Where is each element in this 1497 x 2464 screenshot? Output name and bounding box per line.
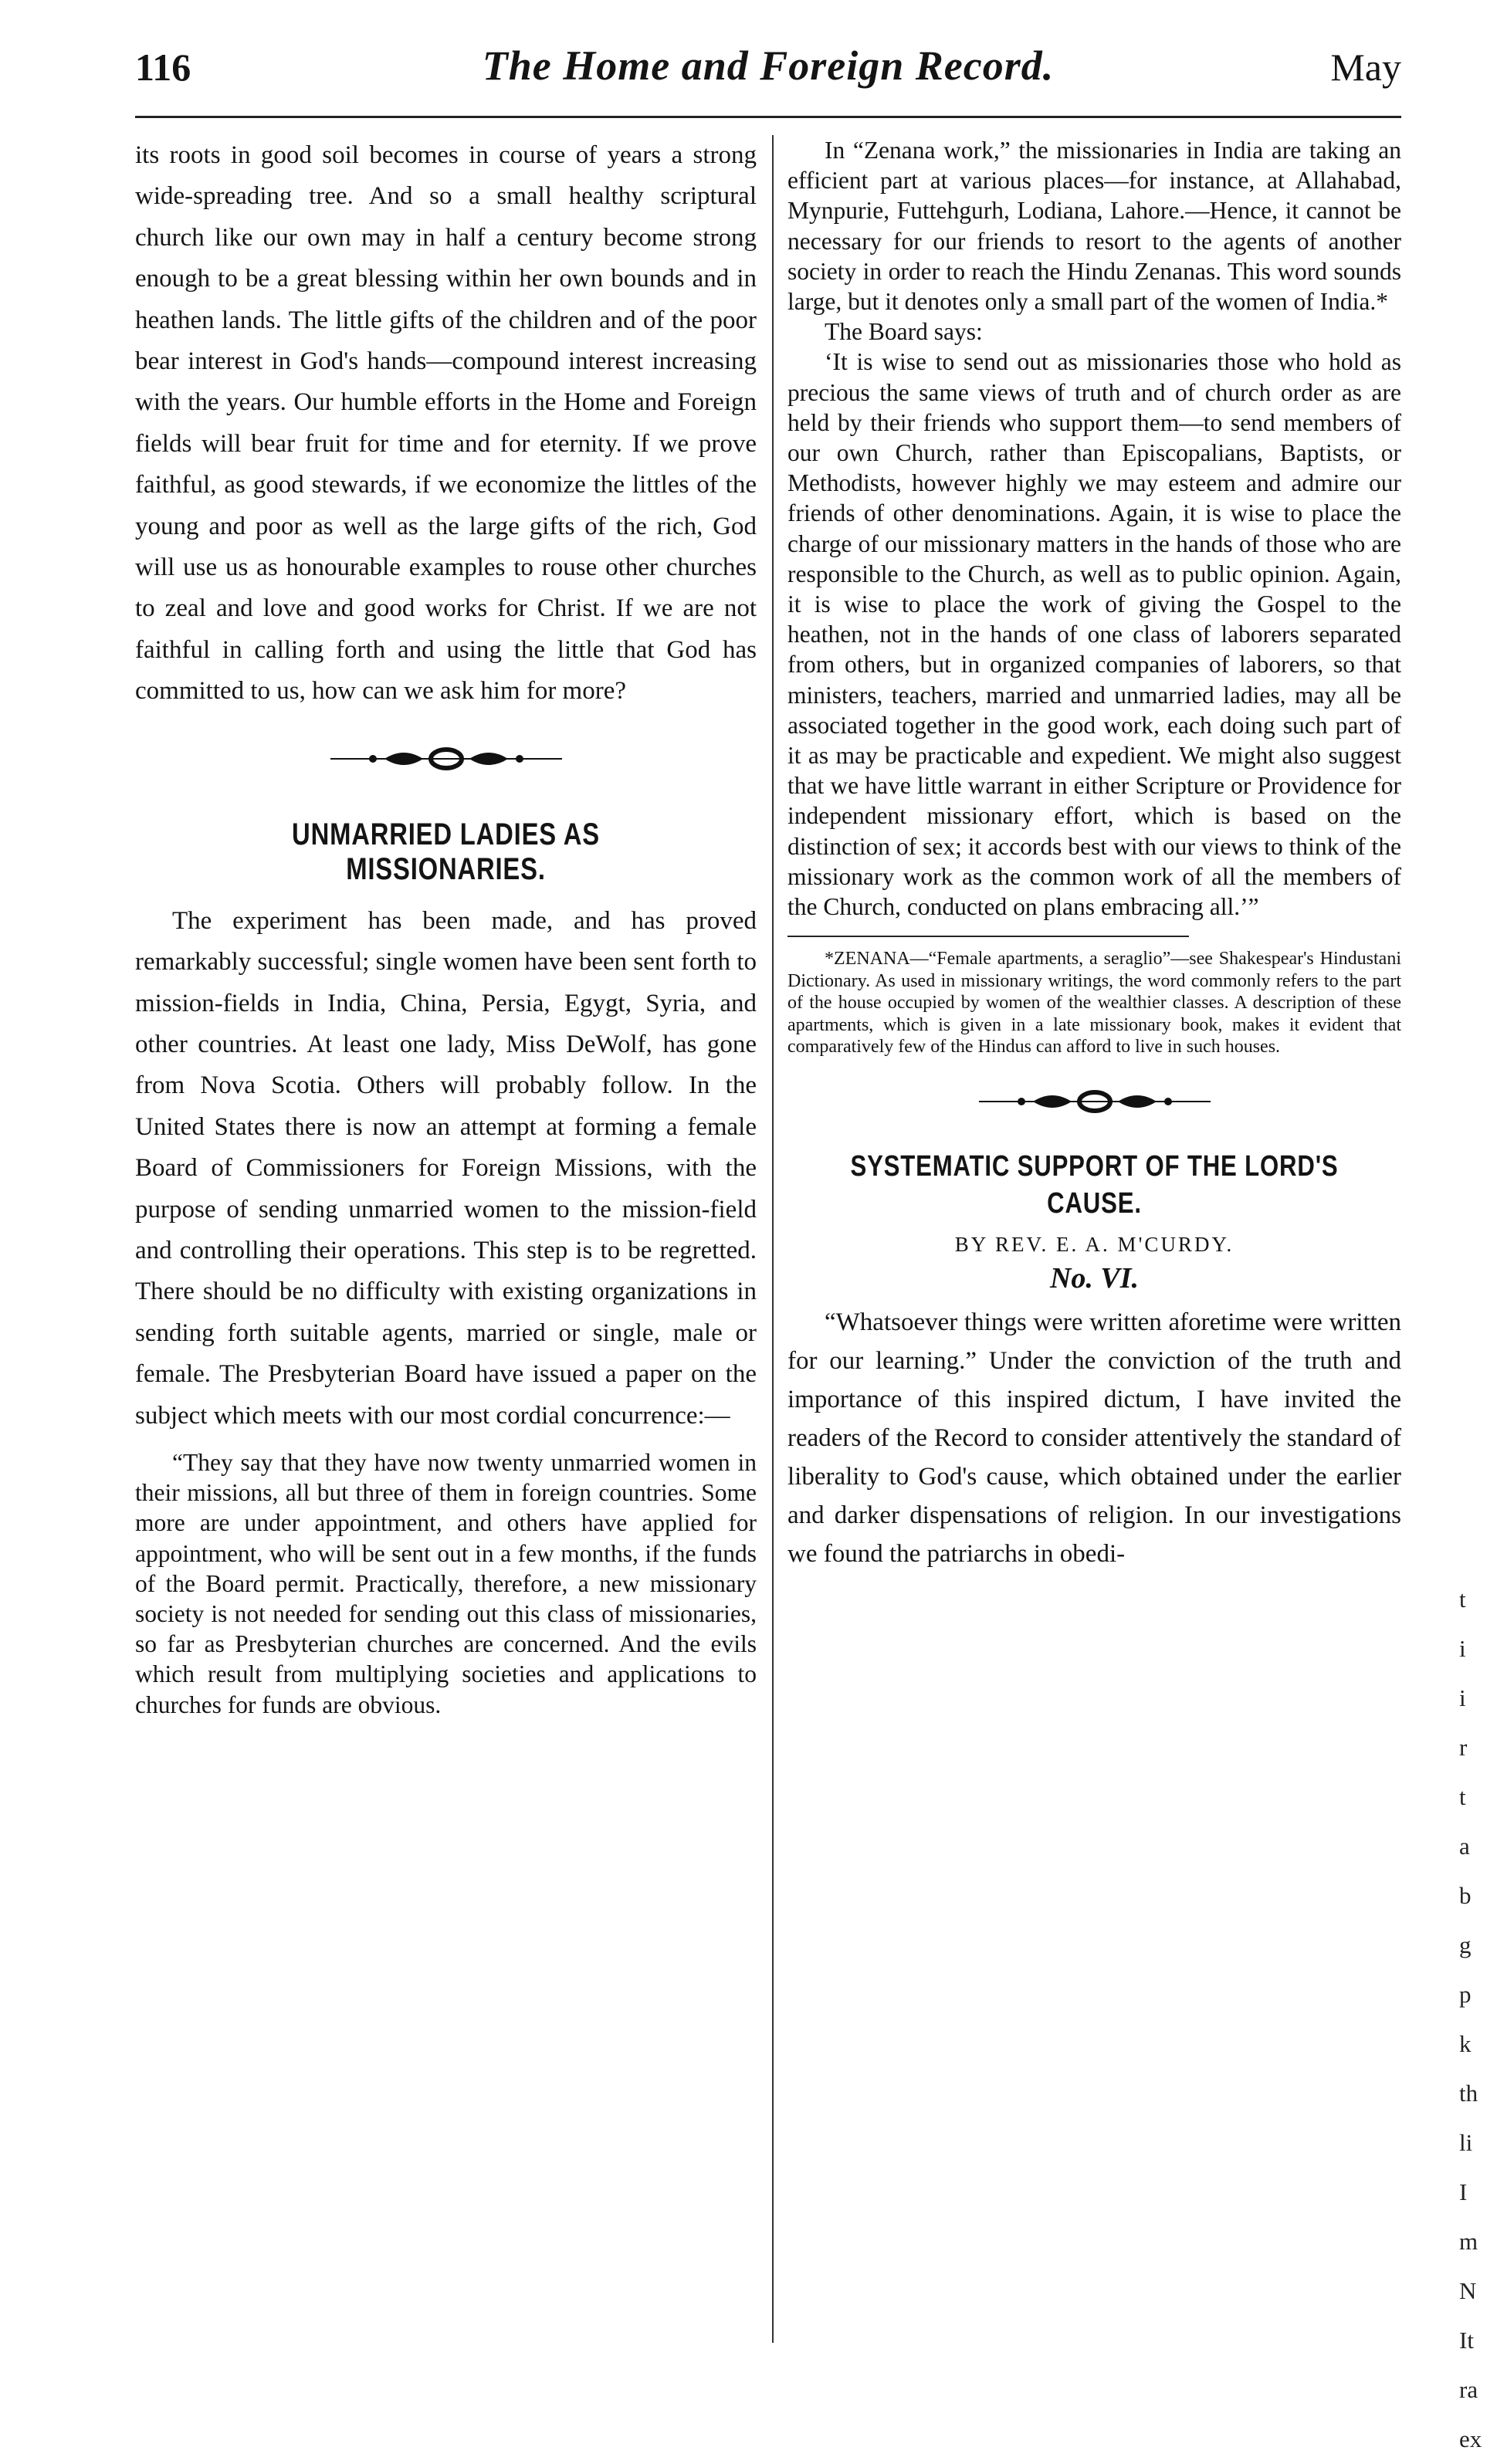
journal-title: The Home and Foreign Record. (482, 42, 1055, 89)
fragment: ra (1459, 2376, 1478, 2403)
ornament-divider-icon (979, 1086, 1211, 1117)
continued-paragraph: its roots in good soil becomes in course of years a strong wide-spreading tree. And so a small healthy scriptural church like our own may in half a century become strong enough to be a great blessing within her own bounds and in heathen lands. The little gifts of the children and of the poor bear interest in God's hands—compound interest increasing with the years. Our humble efforts in the Home and Foreign fields will bear fruit for time and for eternity. If we prove faithful, as good stewards, if we economize the littles of the young and poor as well as the large gifts of the rich, God will use us as honourable examples to rouse other churches to zeal and love and good works for Christ. If we are not faithful in calling forth and using the little that God has committed to us, how can we ask him for more? (135, 141, 757, 706)
header-rule (135, 116, 1401, 118)
right-column (787, 135, 1401, 1573)
fragment: b (1459, 1882, 1472, 1909)
section-paragraph-unmarried-ladies: The experiment has been made, and has proved remarkably successful; single women have been sent forth to mission-fields in India, China, Persia, Egygt, Syria, and other countries. At least one lady, Miss DeWolf, has gone from Nova Scotia. Others will probably follow. In the United States there is now an attempt at forming a female Board of Commissioners for Foreign Missions, with the purpose of sending unmarried women to the mission-field and controlling their operations. This step is to be regretted. There should be no difficulty with existing organizations in sending forth suitable agents, married or single, male or female. The Presbyterian Board have issued a paper on the subject which meets with our most cordial concurrence:— (135, 906, 757, 1430)
zenana-paragraph: In “Zenana work,” the missionaries in India are taking an efficient part at various places—for instance, at Allahabad, Mynpurie, Futtehgurh, Lodiana, Lahore.—Hence, it cannot be necessary for our friends to resort to the agents of another society in order to reach the Hindu Zenanas. This word sounds large, but it denotes only a small part of the women of India.* (787, 137, 1401, 316)
presbyterian-board-quote: “They say that they have now twenty unmarried women in their missions, all but three of them in foreign countries. Some more are under appointment, and others have applied for appointment, who will be sent out in a few months, if the funds of the Board permit. Practically, therefore, a new missionary society is not needed for sending out this class of missionaries, so far as Presbyterian churches are concerned. And the evils which result from multiplying societies and applications to churches for funds are obvious. (135, 1448, 757, 1718)
fragment: li (1459, 2129, 1473, 2156)
fragment: g (1459, 1931, 1472, 1958)
fragment: It (1459, 2327, 1474, 2354)
fragment: a (1459, 1833, 1470, 1860)
column-divider (772, 135, 774, 2343)
section-title-systematic-support: SYSTEMATIC SUPPORT OF THE LORD'S CAUSE. (850, 1149, 1339, 1220)
fragment: i (1459, 1635, 1466, 1662)
fragment: p (1459, 1981, 1472, 2008)
fragment: k (1459, 2030, 1472, 2057)
fragment: th (1459, 2080, 1478, 2107)
fragment: N (1459, 2277, 1477, 2304)
fragment: r (1459, 1734, 1468, 1761)
fragment: m (1459, 2228, 1478, 2255)
fragment: t (1459, 1783, 1466, 1810)
article-byline: BY REV. E. A. M'CURDY. (954, 1232, 1235, 1256)
ornament-divider-icon (330, 743, 562, 774)
adjacent-page-fragments (1459, 1575, 1497, 2464)
section-paragraph-systematic-support: “Whatsoever things were written aforetime were written for our learning.” Under the conviction of the truth and importance of this inspired dictum, I have invited the readers of the Record to consider attentively the standard of liberality to God's cause, which obtained under the earlier and darker dispensations of religion. In our investigations we found the patriarchs in obedi- (787, 1308, 1401, 1568)
section-title-unmarried-ladies: UNMARRIED LADIES AS MISSIONARIES. (292, 817, 600, 886)
page-header (135, 42, 1401, 114)
fragment: I (1459, 2178, 1468, 2205)
issue-month: May (1330, 46, 1401, 89)
fragment: i (1459, 1684, 1466, 1711)
board-says-line: The Board says: (825, 318, 983, 346)
page-number: 116 (135, 46, 191, 89)
left-column (135, 135, 757, 1720)
article-number: No. VI. (1049, 1261, 1140, 1295)
fragment: t (1459, 1586, 1466, 1613)
footnote-rule (787, 936, 1189, 937)
board-quote: ‘It is wise to send out as missionaries those who hold as precious the same views of truth and of church order as are held by their friends who support them—to send members of our own Church, rather than Episcopalians, Baptists, or Methodists, however highly we may esteem and admire our friends of other denominations. Again, it is wise to place the charge of our missionary matters in the hands of those who are responsible to the Church, as well as to public opinion. Again, it is wise to place the work of giving the Gospel to the heathen, not in the hands of one class of laborers separated from others, but in organized companies of laborers, so that ministers, teachers, married and unmarried ladies, may all be associated together in the good work, each doing such part of it as may be practicable and expedient. We might also suggest that we have little warrant in either Scripture or Providence for independent missionary effort, which is based on the distinction of sex; it accords best with our views to think of the missionary work as the common work of all the members of the Church, conducted on plans embracing all.’” (787, 348, 1401, 921)
zenana-footnote: *ZENANA—“Female apartments, a seraglio”—see Shakespear's Hindustani Dictionary. As used in missionary writings, the word commonly refers to the part of the house occupied by women of the wealthier classes. A description of these apartments, which is given in a late missionary book, makes it evident that comparatively few of the Hindus can afford to live in such houses. (787, 949, 1401, 1058)
fragment: ex (1459, 2425, 1482, 2452)
